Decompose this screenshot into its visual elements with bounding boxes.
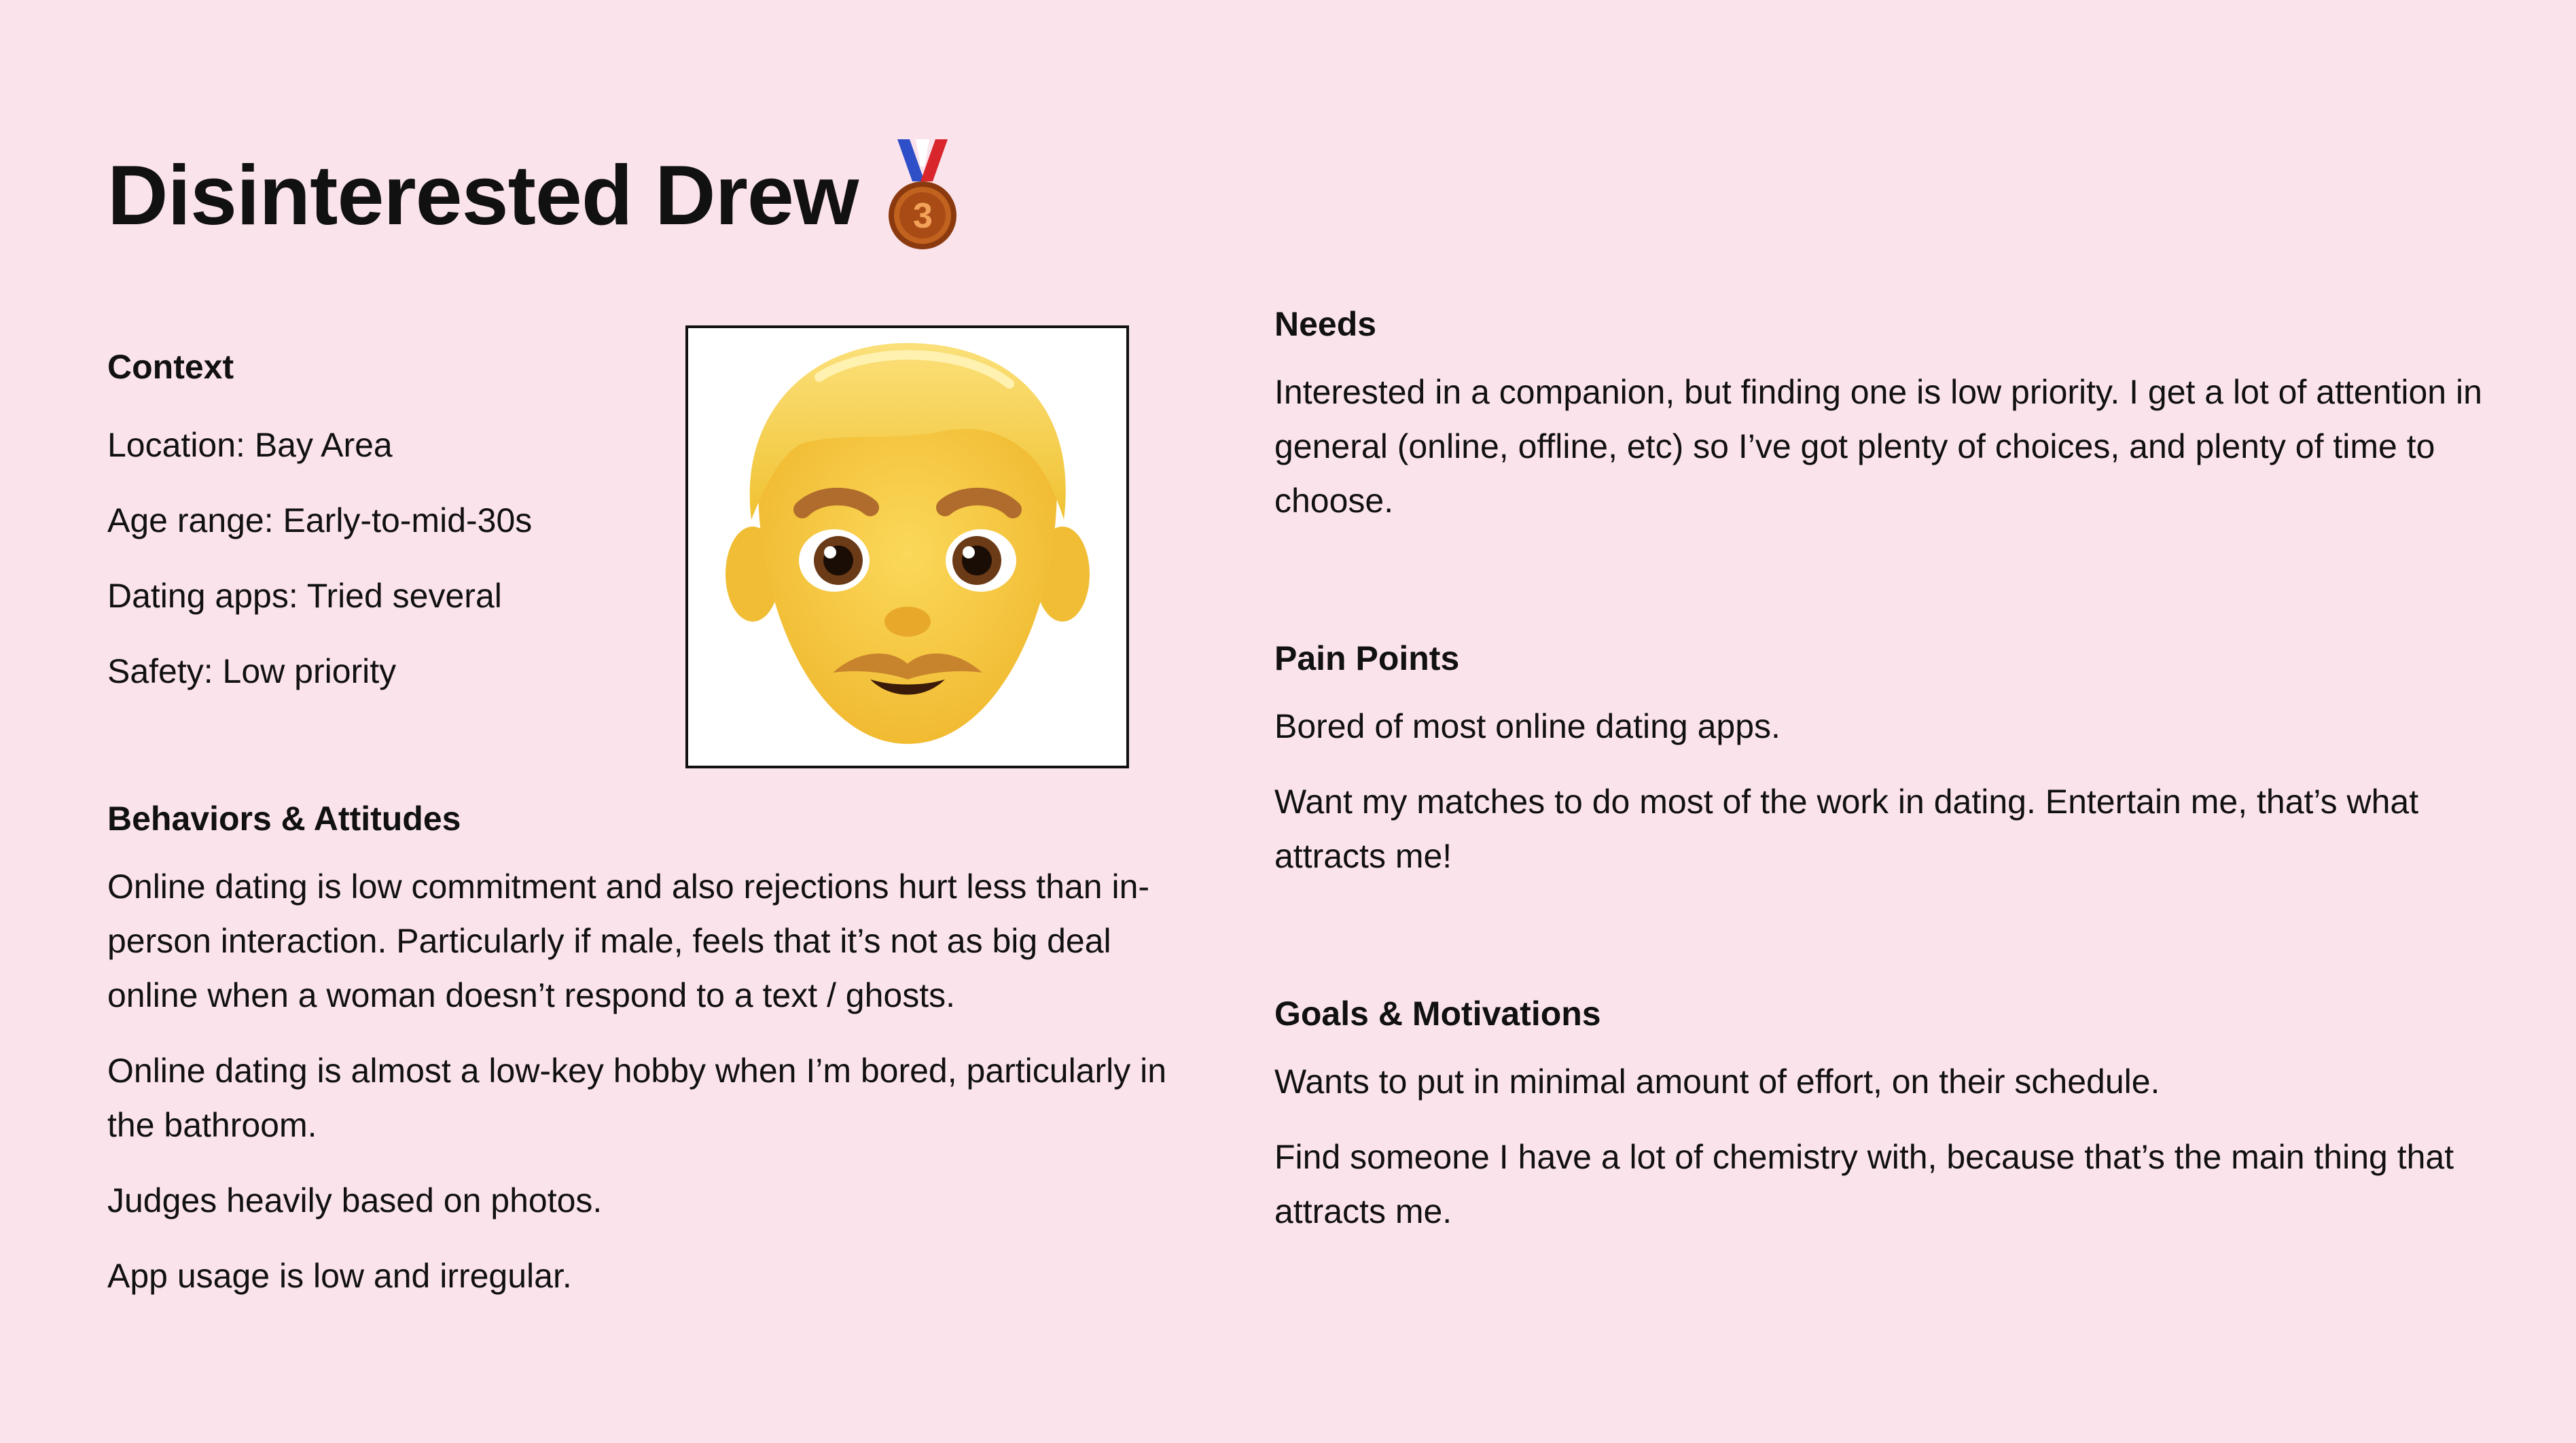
context-heading: Context — [107, 348, 234, 386]
pain-points-paragraph: Bored of most online dating apps. — [1274, 707, 1781, 745]
needs-heading: Needs — [1274, 305, 1377, 343]
pain-points-section — [1274, 638, 2497, 904]
behaviors-section — [107, 798, 1167, 1324]
behaviors-heading: Behaviors & Attitudes — [107, 800, 461, 838]
goals-paragraph: Find someone I have a lot of chemistry with, because that’s the main thing that attracts me. — [1274, 1138, 2454, 1230]
persona-name: Disinterested Drew — [107, 148, 859, 243]
behaviors-paragraph: Judges heavily based on photos. — [107, 1181, 603, 1219]
pain-points-paragraph: Want my matches to do most of the work in dating. Entertain me, that’s what attracts me! — [1274, 783, 2419, 875]
page-title — [107, 139, 960, 251]
behaviors-paragraph: App usage is low and irregular. — [107, 1257, 572, 1295]
pain-points-heading: Pain Points — [1274, 639, 1460, 677]
needs-paragraph: Interested in a companion, but finding one is low priority. I get a lot of attention in general (online, offline, etc) so I’ve got plenty of choices, and plenty of time to choose. — [1274, 373, 2482, 520]
context-age-range: Age range: Early-to-mid-30s — [107, 501, 533, 539]
context-location: Location: Bay Area — [107, 426, 393, 464]
svg-text:3: 3 — [913, 196, 933, 236]
goals-heading: Goals & Motivations — [1274, 995, 1601, 1033]
behaviors-paragraph: Online dating is almost a low-key hobby when I’m bored, particularly in the bathroom. — [107, 1052, 1167, 1144]
goals-section — [1274, 993, 2497, 1260]
behaviors-paragraph: Online dating is low commitment and also rejections hurt less than in-person interaction. Particularly if male, feels that it’s not as big deal online when a woman doesn’t respond to a text / ghosts. — [107, 868, 1150, 1014]
context-dating-apps: Dating apps: Tried several — [107, 577, 502, 615]
persona-avatar — [685, 325, 1129, 768]
goals-paragraph: Wants to put in minimal amount of effort, on their schedule. — [1274, 1063, 2160, 1101]
third-place-medal-icon — [885, 139, 960, 251]
man-blond-emoji-icon — [717, 329, 1098, 764]
needs-section — [1274, 304, 2497, 528]
context-safety: Safety: Low priority — [107, 652, 397, 690]
